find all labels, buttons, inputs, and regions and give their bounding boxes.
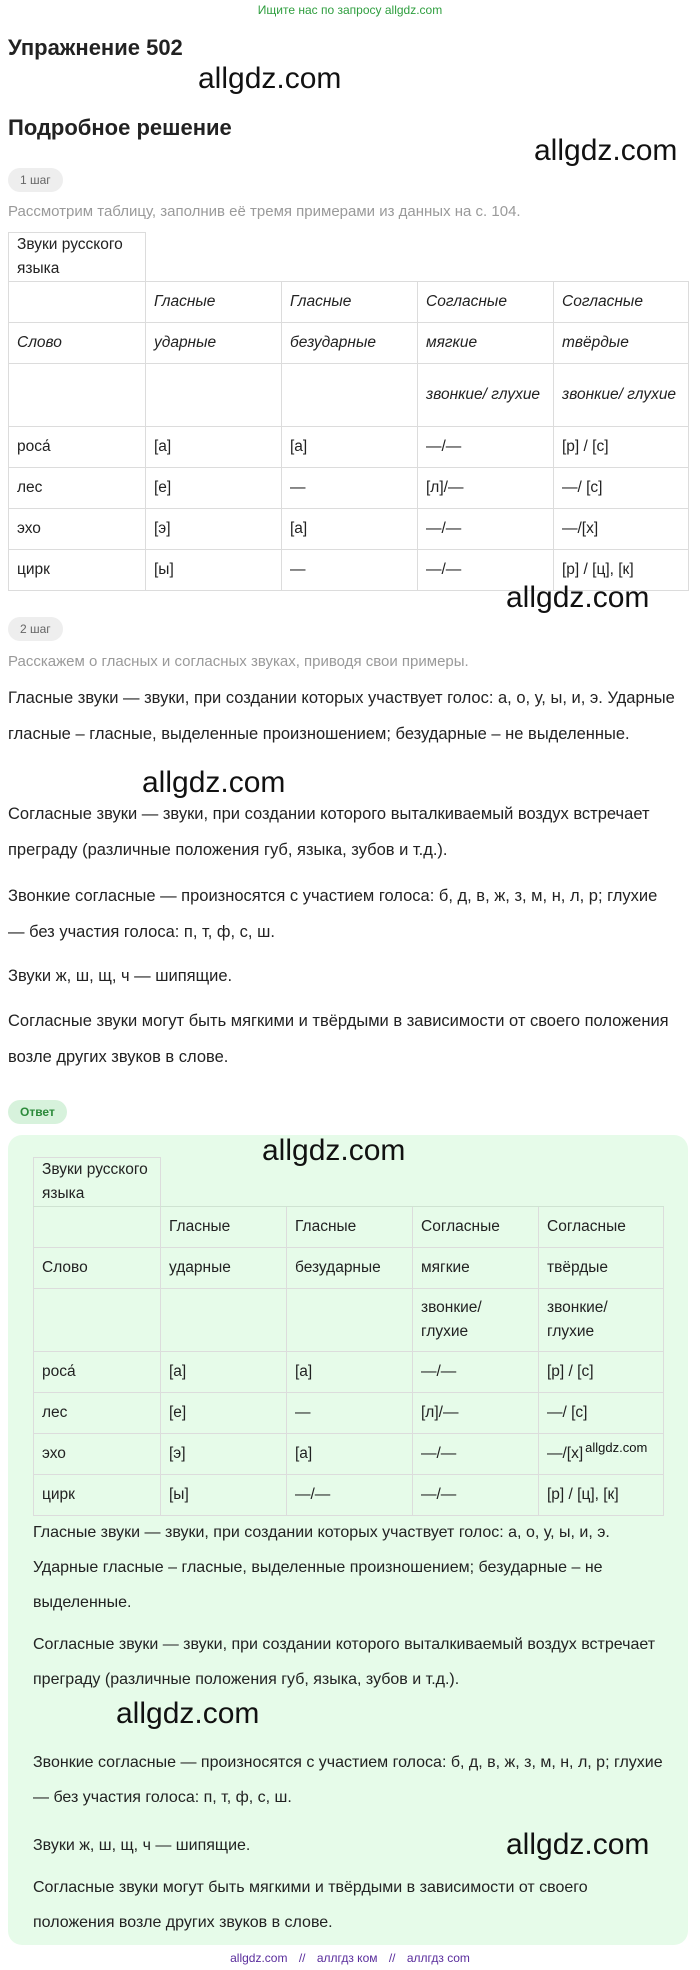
table-header-cell: твёрдые <box>554 323 689 364</box>
table-header-cell: Гласные <box>287 1207 413 1248</box>
answer-paragraph-voiced: Звонкие согласные — произносятся с участием голоса: б, д, в, ж, з, м, н, л, р; глухие — без участия голоса: п, т, ф, с, ш. <box>33 1754 663 1806</box>
table-header-cell: безударные <box>282 323 418 364</box>
table-cell: лес <box>34 1393 161 1434</box>
table-header-cell <box>9 364 146 427</box>
table-header-cell: ударные <box>146 323 282 364</box>
table-cell: эхо <box>34 1434 161 1475</box>
answer-paragraph-vowels: Гласные звуки — звуки, при создании которых участвует голос: а, о, у, ы, и, э. Ударные гласные – гласные, выделенные произношением; безударные – не выделенные. <box>33 1524 610 1611</box>
table-cell: [а] <box>282 427 418 468</box>
table-cell <box>539 1434 664 1475</box>
watermark: allgdz.com <box>506 581 650 614</box>
paragraph-voiced: Звонкие согласные — произносятся с участием голоса: б, д, в, ж, з, м, н, л, р; глухие — без участия голоса: п, т, ф, с, ш. <box>8 887 658 941</box>
table-cell: роса́ <box>34 1352 161 1393</box>
table-cell: —/— <box>418 509 554 550</box>
table-header-cell: твёрдые <box>539 1248 664 1289</box>
table-caption: Звуки русского языка <box>34 1158 161 1207</box>
paragraph-consonants: Согласные звуки — звуки, при создании которого выталкиваемый воздух встречает преграду (различные положения губ, языка, зубов и т.д.). <box>8 805 650 859</box>
watermark: allgdz.com <box>198 62 342 95</box>
table-header-cell: мягкие <box>413 1248 539 1289</box>
paragraph-soft-hard: Согласные звуки могут быть мягкими и твёрдыми в зависимости от своего положения возле других звуков в слове. <box>8 1012 669 1066</box>
step-1-hint: Рассмотрим таблицу, заполнив её тремя примерами из данных на с. 104. <box>8 203 521 220</box>
table-cell: [л]/— <box>413 1393 539 1434</box>
table-caption: Звуки русского языка <box>9 233 146 282</box>
table-caption-spacer <box>161 1158 664 1207</box>
table-cell: [р] / [с] <box>539 1352 664 1393</box>
cell-text: —/[х] <box>547 1445 584 1462</box>
table-header-cell: Слово <box>34 1248 161 1289</box>
table-header-cell <box>161 1289 287 1352</box>
sounds-table <box>8 232 689 591</box>
table-cell: — <box>282 550 418 591</box>
watermark: allgdz.com <box>534 134 678 167</box>
watermark: allgdz.com <box>142 766 286 799</box>
table-cell: —/ [с] <box>554 468 689 509</box>
table-cell: лес <box>9 468 146 509</box>
table-cell: — <box>282 468 418 509</box>
table-caption-spacer <box>146 233 689 282</box>
table-header-cell: Гласные <box>282 282 418 323</box>
table-header-cell: мягкие <box>418 323 554 364</box>
table-cell: [а] <box>161 1352 287 1393</box>
table-cell: —/[х] <box>554 509 689 550</box>
table-header-cell: звонкие/ глухие <box>418 364 554 427</box>
table-cell: — <box>287 1393 413 1434</box>
table-cell: [а] <box>146 427 282 468</box>
table-cell: —/— <box>418 550 554 591</box>
table-header-cell: безударные <box>287 1248 413 1289</box>
footer-links <box>0 1951 700 1965</box>
table-header-cell <box>287 1289 413 1352</box>
table-cell: —/— <box>413 1352 539 1393</box>
table-cell: [р] / [ц], [к] <box>554 550 689 591</box>
footer-link[interactable]: allgdz.com <box>230 1951 288 1965</box>
answer-badge: Ответ <box>8 1100 67 1124</box>
table-cell: —/— <box>413 1434 539 1475</box>
table-header-cell <box>282 364 418 427</box>
table-header-cell: звонкие/ глухие <box>413 1289 539 1352</box>
table-header-cell: Гласные <box>146 282 282 323</box>
watermark: allgdz.com <box>116 1697 260 1730</box>
table-header-cell: звонкие/ глухие <box>554 364 689 427</box>
table-cell: —/— <box>418 427 554 468</box>
table-cell: [а] <box>287 1434 413 1475</box>
table-header-cell: Согласные <box>418 282 554 323</box>
table-header-cell: Согласные <box>554 282 689 323</box>
table-cell: [е] <box>161 1393 287 1434</box>
table-header-cell: Гласные <box>161 1207 287 1248</box>
footer-separator: // <box>298 1951 306 1965</box>
footer-link[interactable]: аллгдз com <box>406 1951 470 1965</box>
paragraph-sibilants: Звуки ж, ш, щ, ч — шипящие. <box>8 967 233 985</box>
table-header-cell <box>146 364 282 427</box>
table-cell: [е] <box>146 468 282 509</box>
answer-paragraph-consonants: Согласные звуки — звуки, при создании которого выталкиваемый воздух встречает преграду (различные положения губ, языка, зубов и т.д.). <box>33 1636 656 1688</box>
table-cell: [ы] <box>146 550 282 591</box>
table-cell: —/— <box>413 1475 539 1516</box>
watermark: allgdz.com <box>506 1828 650 1861</box>
table-cell: [а] <box>282 509 418 550</box>
table-header-cell: Согласные <box>413 1207 539 1248</box>
footer-separator: // <box>388 1951 396 1965</box>
table-cell: цирк <box>9 550 146 591</box>
table-cell: [э] <box>161 1434 287 1475</box>
step-2-badge: 2 шаг <box>8 617 63 641</box>
step-2-hint: Расскажем о гласных и согласных звуках, приводя свои примеры. <box>8 653 469 670</box>
table-cell: [л]/— <box>418 468 554 509</box>
watermark: allgdz.com <box>585 1440 648 1455</box>
table-cell: роса́ <box>9 427 146 468</box>
table-cell: [р] / [ц], [к] <box>539 1475 664 1516</box>
answer-paragraph-soft-hard: Согласные звуки могут быть мягкими и твёрдыми в зависимости от своего положения возле других звуков в слове. <box>33 1879 588 1931</box>
table-header-cell: ударные <box>161 1248 287 1289</box>
table-cell: эхо <box>9 509 146 550</box>
table-header-cell <box>9 282 146 323</box>
table-cell: —/ [с] <box>539 1393 664 1434</box>
answer-paragraph-sibilants: Звуки ж, ш, щ, ч — шипящие. <box>33 1837 251 1854</box>
table-cell: [а] <box>287 1352 413 1393</box>
watermark: allgdz.com <box>262 1134 406 1167</box>
step-1-badge: 1 шаг <box>8 168 63 192</box>
section-title: Подробное решение <box>8 115 232 140</box>
top-search-hint[interactable]: Ищите нас по запросу allgdz.com <box>257 3 443 17</box>
table-header-cell <box>34 1289 161 1352</box>
table-cell: [э] <box>146 509 282 550</box>
table-cell: [ы] <box>161 1475 287 1516</box>
answer-sounds-table <box>33 1157 664 1516</box>
page-title: Упражнение 502 <box>8 35 183 60</box>
table-cell: [р] / [с] <box>554 427 689 468</box>
paragraph-vowels: Гласные звуки — звуки, при создании которых участвует голос: а, о, у, ы, и, э. Ударные гласные – гласные, выделенные произношением; безударные – не выделенные. <box>8 689 675 743</box>
table-header-cell: Слово <box>9 323 146 364</box>
table-header-cell: звонкие/ глухие <box>539 1289 664 1352</box>
table-header-cell <box>34 1207 161 1248</box>
table-header-cell: Согласные <box>539 1207 664 1248</box>
table-cell: —/— <box>287 1475 413 1516</box>
table-cell: цирк <box>34 1475 161 1516</box>
footer-link[interactable]: аллгдз ком <box>316 1951 378 1965</box>
